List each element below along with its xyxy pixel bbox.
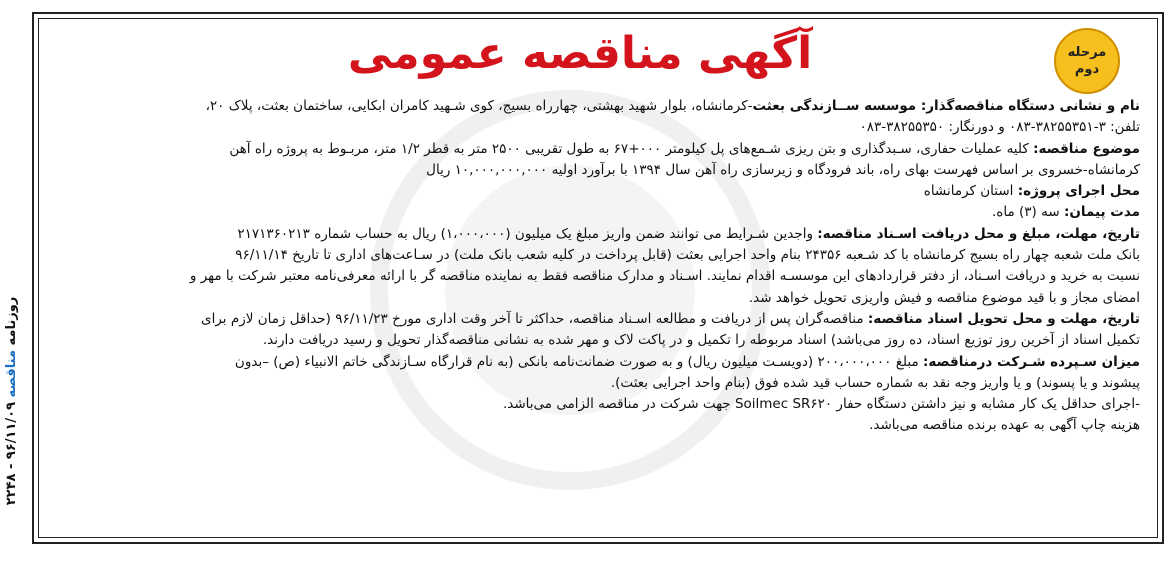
docs-text-2: بانک ملت شعبه چهار راه بسیج کرمانشاه با کد شـعبه ۲۴۳۵۶ بنام واحد اجرایی بعثت (قابل پرداخت در کلیه شعب بانک ملت) در سـاعت‌های اداری تا تاریخ ۹۶/۱۱/۱۴	[235, 247, 1140, 264]
duration-text: سه (۳) ماه.	[992, 204, 1064, 221]
location-text: استان کرمانشاه	[923, 183, 1018, 200]
org-name: موسسه ســازندگی بعثت	[752, 98, 921, 114]
notice-body	[50, 96, 1140, 437]
subject-line-1	[50, 139, 1140, 160]
org-line	[50, 96, 1140, 117]
subject-line-2	[50, 160, 1140, 181]
deposit-line-2	[50, 373, 1140, 394]
delivery-text-1: مناقصه‌گران پس از دریافت و مطالعه اسـناد مناقصه، حداکثر تا آخر وقت اداری مورخ ۹۶/۱۱/۲۳ (حداقل زمان لازم برای	[201, 310, 868, 327]
delivery-label: تاریخ، مهلت و محل تحویل اسناد مناقصه:	[867, 310, 1140, 327]
docs-line-2	[50, 245, 1140, 266]
requirement-line	[50, 394, 1140, 415]
stage-badge-line2: دوم	[1074, 62, 1100, 77]
docs-line-4	[50, 288, 1140, 309]
org-address: -کرمانشاه، بلوار شهید بهشتی، چهارراه بسیج، کوی شـهید کامران ابکایی، ساختمان بعثت، پلاک ۲۰،	[205, 98, 753, 114]
side-stamp-date: ۹۶/۱۱/۰۹ - ۲۲۴۸	[4, 401, 19, 506]
deposit-label: میزان سـپرده شـرکت درمناقصه:	[922, 353, 1140, 370]
duration-line	[50, 202, 1140, 223]
subject-text-2: کرمانشاه-خسروی بر اساس فهرست بهای راه، باند فرودگاه و زیرسازی راه آهن سال ۱۳۹۴ با برآورد اولیه ۱۰,۰۰۰,۰۰۰,۰۰۰ ریال	[426, 161, 1140, 178]
side-stamp-prefix: روزنامه	[4, 296, 19, 346]
phone-line	[50, 117, 1140, 138]
location-label: محل اجرای پروژه:	[1017, 183, 1140, 200]
side-stamp	[2, 250, 28, 550]
phone-text: تلفن: ۳-۳۸۲۵۵۳۵۱-۰۸۳ و دورنگار: ۳۸۲۵۵۳۵۰-۰۸۳	[859, 119, 1140, 136]
delivery-line-1	[50, 309, 1140, 330]
side-stamp-text	[4, 251, 26, 551]
location-line	[50, 181, 1140, 202]
stage-badge-line1: مرحله	[1067, 45, 1107, 60]
docs-text-3: نسبت به خرید و دریافت اسـناد، از دفتر قراردادهای این موسسـه اقدام نمایند. اسـناد و مدارک مناقصه فقط به نماینده مناقصه گر با ارائه معرفی‌نامه معتبر شرکت با مهر و	[189, 268, 1140, 285]
docs-text-1: واجدین شـرایط می توانند ضمن واریز مبلغ یک میلیون (۱،۰۰۰،۰۰۰) ریال به حساب شماره ۲۱۷۱۳۶۰۲۱۳	[237, 225, 818, 242]
org-label: نام و نشانی دستگاه مناقصه‌گذار:	[920, 98, 1140, 114]
cost-text: هزینه چاپ آگهی به عهده برنده مناقصه می‌باشد.	[869, 417, 1140, 434]
deposit-text-2: پیشوند و یا پسوند) و یا واریز وجه نقد به شماره حساب قید شده فوق (بنام واحد اجرایی بعثت).	[610, 374, 1140, 391]
deposit-line-1	[50, 352, 1140, 373]
requirement-text: -اجرای حداقل یک کار مشابه و نیز داشتن دستگاه حفار Soilmec SR۶۲۰ جهت شرکت در مناقصه الزامی می‌باشد.	[502, 396, 1140, 413]
page-title: آگهی مناقصه عمومی	[347, 28, 813, 79]
docs-label: تاریخ، مهلت، مبلغ و محل دریافت اسـناد مناقصه:	[817, 225, 1140, 242]
docs-line-3	[50, 266, 1140, 287]
delivery-line-2	[50, 330, 1140, 351]
cost-line	[50, 415, 1140, 436]
docs-line-1	[50, 224, 1140, 245]
side-stamp-brand: مناقصه	[4, 350, 19, 398]
docs-text-4: امضای مجاز و با قید موضوع مناقصه و فیش واریزی تحویل خواهد شد.	[748, 289, 1140, 306]
subject-text-1: کلیه عملیات حفاری، سـبدگذاری و بتن ریزی شـمع‌های پل کیلومتر ۰۰۰+۶۷ به طول تقریبی ۲۵۰۰ متر به قطر ۱/۲ متر، مربـوط به پروژه راه آهن	[229, 140, 1034, 157]
subject-label: موضوع مناقصه:	[1033, 140, 1140, 157]
stage-badge	[1054, 28, 1120, 94]
deposit-text-1: مبلغ ۲۰۰،۰۰۰،۰۰۰ (دویسـت میلیون ریال) و به صورت ضمانت‌نامه بانکی (به نام قرارگاه سـازندگی خاتم الانبیاء (ص) –بدون	[234, 353, 923, 370]
delivery-text-2: تکمیل اسناد از آخرین روز توزیع اسناد، ده روز می‌باشد) اسناد مربوطه را تکمیل و در پاکت لاک و مهر شده به نشانی مناقصه‌گذار تحویل و رسید دریافت دارند.	[262, 332, 1140, 349]
duration-label: مدت پیمان:	[1063, 204, 1140, 221]
